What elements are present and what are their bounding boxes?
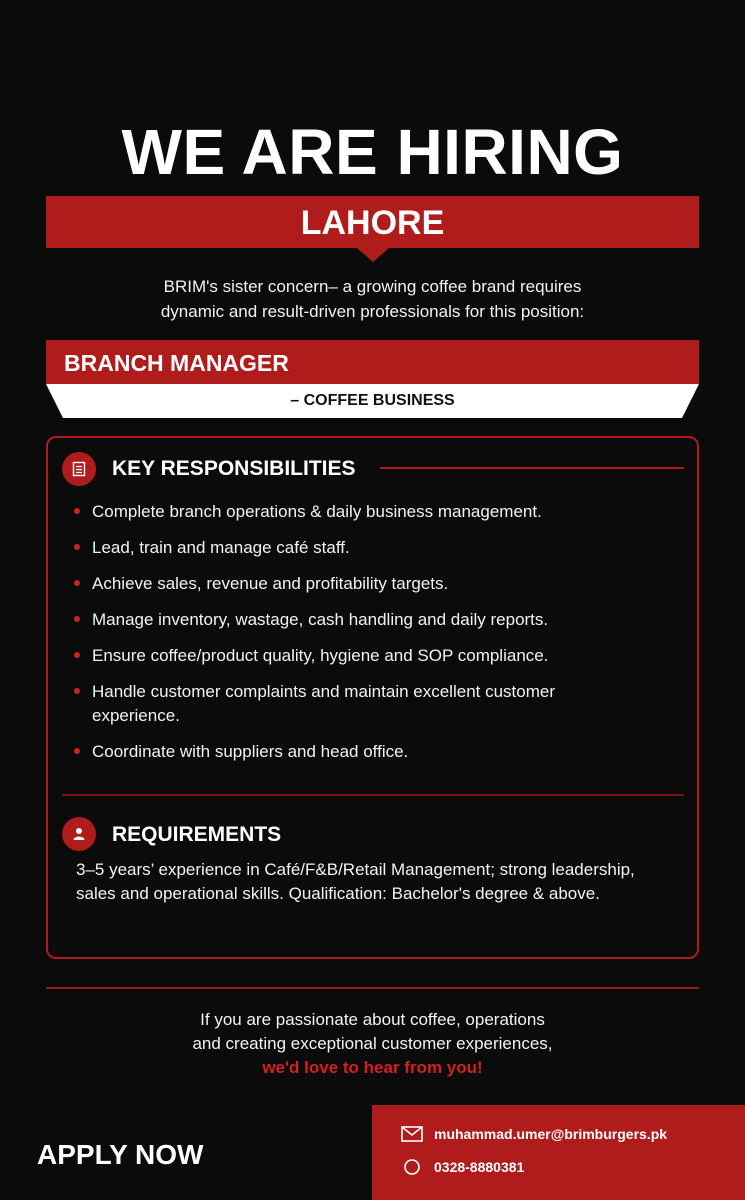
closing-line-2: and creating exceptional customer experiences, — [192, 1034, 553, 1053]
list-item: Ensure coffee/product quality, hygiene and SOP compliance. — [74, 644, 664, 668]
position-subtitle: – COFFEE BUSINESS — [290, 392, 455, 409]
bullet-dot — [74, 688, 80, 694]
section-divider — [62, 794, 684, 796]
contact-panel — [372, 1105, 745, 1200]
document-icon — [62, 452, 96, 486]
list-item: Coordinate with suppliers and head office. — [74, 740, 664, 764]
closing-line-1: If you are passionate about coffee, operations — [200, 1010, 545, 1029]
phone-contact[interactable] — [400, 1156, 524, 1178]
bullet-dot — [74, 544, 80, 550]
requirements-text: 3–5 years’ experience in Café/F&B/Retail Management; strong leadership, sales and operational skills. Qualification: Bachelor's degree & above. — [76, 860, 635, 903]
intro-line-2: dynamic and result-driven professionals for this position: — [160, 302, 585, 321]
bullet-dot — [74, 580, 80, 586]
closing-highlight: we'd love to hear from you! — [262, 1058, 483, 1077]
list-item: Achieve sales, revenue and profitability targets. — [74, 572, 664, 596]
responsibilities-list — [74, 500, 664, 776]
closing-divider — [46, 987, 699, 989]
email-address[interactable]: muhammad.umer@brimburgers.pk — [434, 1126, 668, 1142]
bullet-dot — [74, 652, 80, 658]
closing-text — [0, 1008, 745, 1080]
city-label: LAHORE — [300, 204, 445, 242]
list-item: Lead, train and manage café staff. — [74, 536, 664, 560]
requirements-heading: REQUIREMENTS — [112, 823, 282, 846]
list-item: Complete branch operations & daily business management. — [74, 500, 664, 524]
intro-text — [80, 274, 665, 324]
headline: WE ARE HIRING — [121, 116, 624, 188]
list-item: Handle customer complaints and maintain excellent customer experience. — [74, 680, 602, 728]
position-title: BRANCH MANAGER — [64, 350, 289, 376]
phone-icon — [400, 1158, 424, 1176]
bullet-dot — [74, 508, 80, 514]
list-item: Manage inventory, wastage, cash handling and daily reports. — [74, 608, 664, 632]
city-banner-pointer — [357, 248, 389, 262]
bullet-dot — [74, 616, 80, 622]
apply-now-label: APPLY NOW — [37, 1139, 204, 1170]
phone-number[interactable]: 0328-8880381 — [434, 1159, 525, 1175]
bullet-dot — [74, 748, 80, 754]
responsibilities-heading: KEY RESPONSIBILITIES — [112, 457, 356, 480]
email-contact[interactable] — [400, 1123, 667, 1145]
heading-rule — [380, 467, 684, 469]
envelope-icon — [400, 1125, 424, 1143]
intro-line-1: BRIM's sister concern– a growing coffee brand requires — [163, 277, 582, 296]
person-icon — [62, 817, 96, 851]
